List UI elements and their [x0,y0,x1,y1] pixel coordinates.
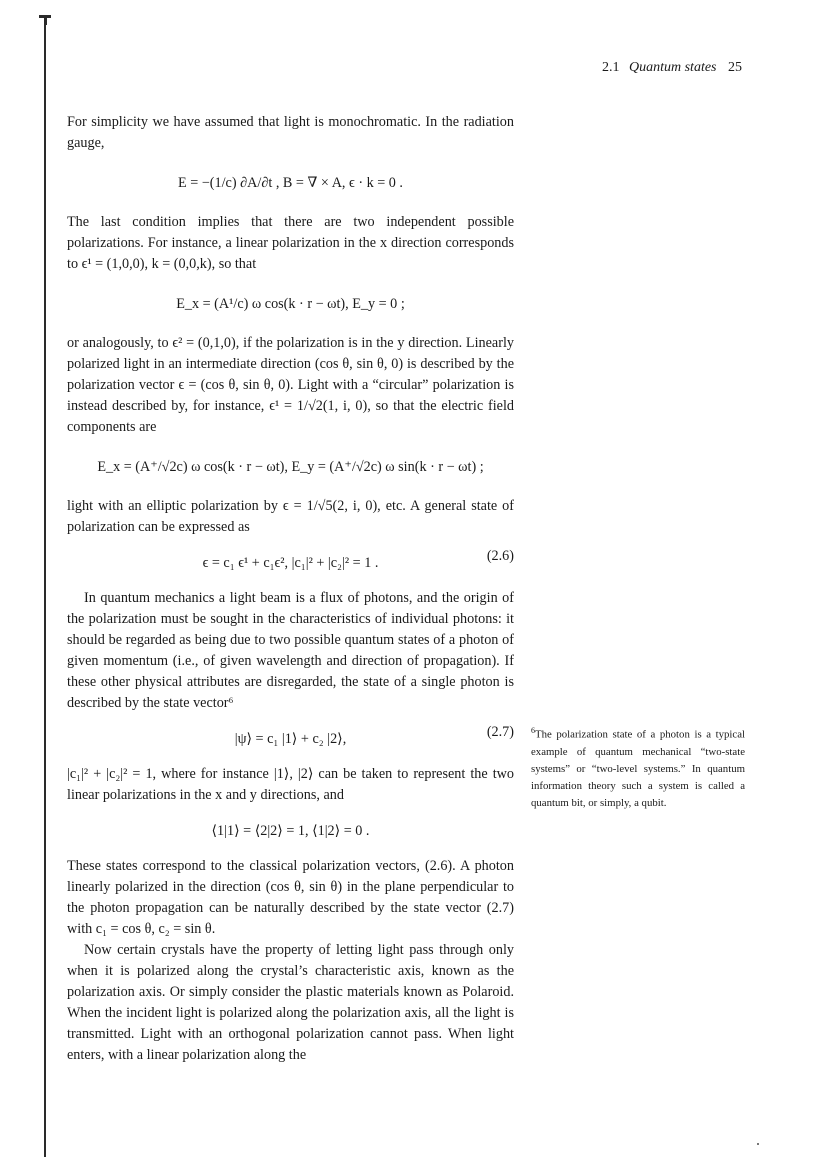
footnote-marker: 6 [531,726,535,735]
main-text [67,112,514,1066]
paragraph: These states correspond to the classical polarization vectors, (2.6). A photon linearly polarized in the direction (cos θ, sin θ) in the plane perpendicular to the photon propagation can be naturally described by the state vector (2.7) with c₁ = cos θ, c₂ = sin θ. [67,858,514,937]
binding-edge [44,22,46,1157]
paragraph: or analogously, to ϵ² = (0,1,0), if the polarization is in the y direction. Linearly polarized light in an intermediate direction (cos θ, sin θ, 0) is described by the polarization vector ϵ = (cos θ, sin θ, 0). Light with a “circular” polarization is instead described by, for instance, ϵ¹ = 1/√2(1, i, 0), so that the electric field components are [67,335,514,435]
equation-2-6 [67,546,514,580]
section-title: Quantum states [629,60,717,75]
equation-label: (2.7) [486,724,514,740]
equation-body: ϵ = c₁ ϵ¹ + c₁ϵ², |c₁|² + |c₂|² = 1 . [202,554,379,571]
paragraph: The last condition implies that there are two independent possible polarizations. For instance, a linear polarization in the x direction corresponds to ϵ¹ = (1,0,0), k = (0,0,k), so that [67,214,514,272]
running-header [560,60,742,76]
binding-mark-icon [38,14,52,26]
paragraph: For simplicity we have assumed that light is monochromatic. In the radiation gauge, [67,114,514,151]
paragraph: Now certain crystals have the property of letting light pass through only when it is polarized along the crystal’s characteristic axis, known as the polarization axis. Or simply consider the plastic materials known as Polaroid. When the incident light is polarized along the polarization axis, all the light is transmitted. Light with an orthogonal polarization cannot pass. When light enters, with a linear polarization along the [67,942,514,1063]
paragraph: light with an elliptic polarization by ϵ = 1/√5(2, i, 0), etc. A general state of polarization can be expressed as [67,498,514,535]
equation-linear-field: E_x = (A¹/c) ω cos(k · r − ωt), E_y = 0 ; [176,295,405,312]
scan-speck [757,1143,759,1145]
footnote-text: The polarization state of a photon is a typical example of quantum mechanical “two-state systems” or “two-level systems.” In quantum information theory such a system is called a quantum bit, or simply, a qubit. [531,728,745,809]
paragraph: In quantum mechanics a light beam is a flux of photons, and the origin of the polarization must be sought in the characteristics of individual photons: it should be regarded as being due to two possible quantum states of a photon of given momentum (i.e., of given wavelength and direction of propagation). If these other physical attributes are disregarded, the state of a single photon is described by the state vector⁶ [67,590,514,711]
equation-gauge: E = −(1/c) ∂A/∂t , B = ∇ × A, ϵ · k = 0 . [178,174,403,191]
equation-circular-field: E_x = (A⁺/√2c) ω cos(k · r − ωt), E_y = (A⁺/√2c) ω sin(k · r − ωt) ; [97,458,484,475]
equation-orthonormality: ⟨1|1⟩ = ⟨2|2⟩ = 1, ⟨1|2⟩ = 0 . [211,822,370,839]
paragraph: |c₁|² + |c₂|² = 1, where for instance |1⟩, |2⟩ can be taken to represent the two linear polarizations in the x and y directions, and [67,766,514,803]
footnote [531,722,745,812]
section-number: 2.1 [602,60,620,75]
equation-label: (2.6) [486,548,514,564]
page-number: 25 [728,60,742,75]
equation-2-7 [67,722,514,756]
equation-body: |ψ⟩ = c₁ |1⟩ + c₂ |2⟩, [234,730,347,747]
